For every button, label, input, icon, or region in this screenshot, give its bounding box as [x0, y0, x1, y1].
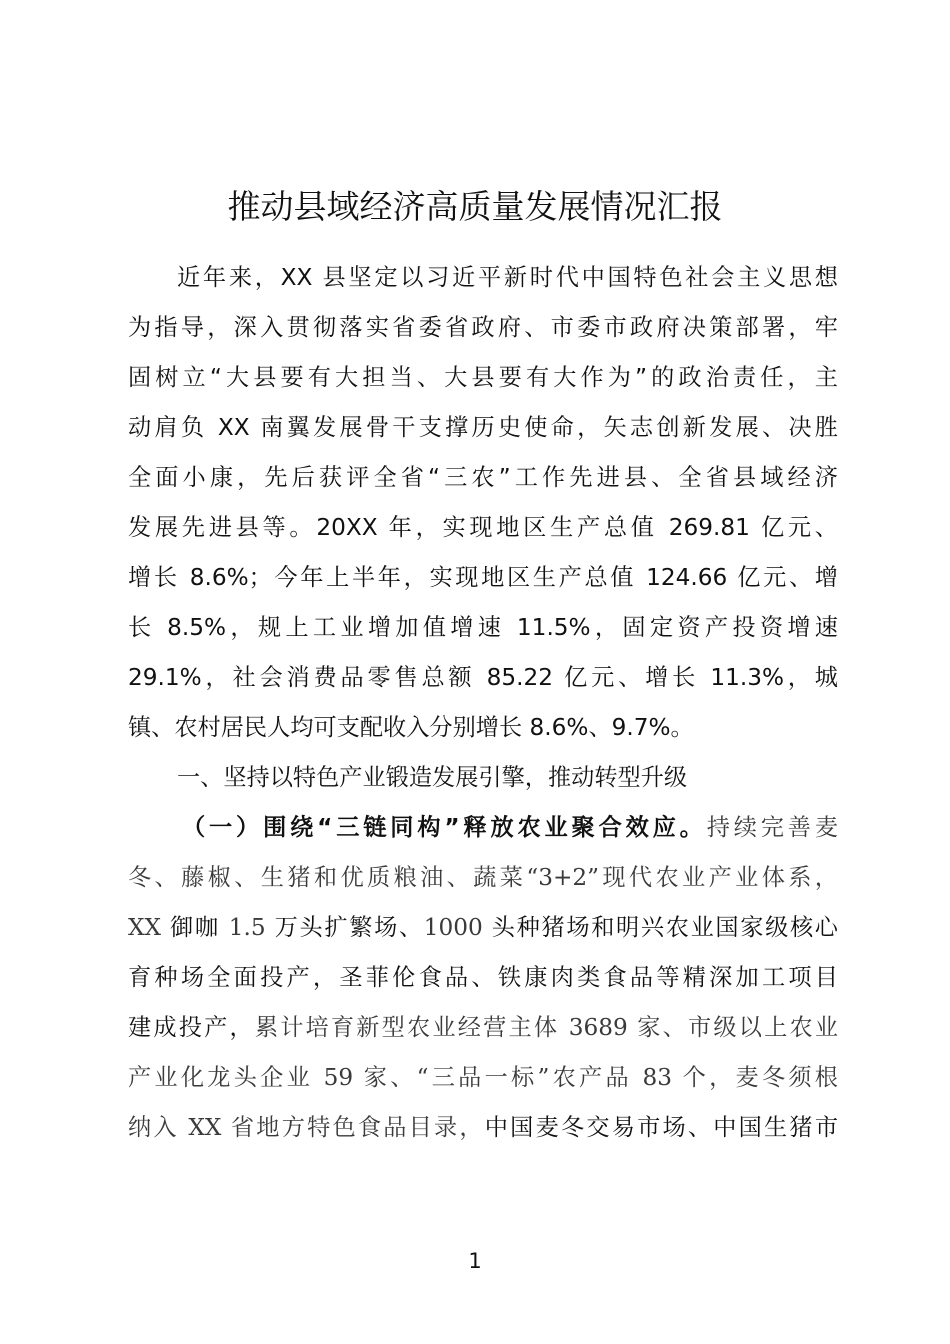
page-number: 1	[468, 1249, 482, 1273]
intro-line: 全面小康，先后获评全省“三农”工作先进县、全省县域经济	[128, 464, 838, 491]
subsection-line	[128, 1103, 838, 1153]
text-fragment: 头种猪场和明兴农业国家级核心	[482, 914, 838, 941]
intro-line: 发展先进县等。20XX 年，实现地区生产总值 269.81 亿元、	[128, 514, 838, 541]
intro-line: 固树立“大县要有大担当、大县要有大作为”的政治责任，主	[128, 364, 838, 391]
text-fragment: XX	[128, 914, 162, 941]
intro-line: 长 8.5%，规上工业增加值增速 11.5%，固定资产投资增速	[128, 614, 838, 641]
text-fragment: 中国麦冬交易市场、中国生猪市	[484, 1114, 838, 1141]
text-fragment: 建成投产，	[128, 1014, 255, 1041]
subsection-heading: （一）围绕“三链同构”释放农业聚合效应。	[182, 814, 707, 841]
section-heading: 一、坚持以特色产业锻造发展引擎，推动转型升级	[177, 764, 688, 791]
subsection-line: 产业化龙头企业 59 家、“三品一标”农产品 83 个，麦冬须根	[128, 1064, 838, 1091]
intro-line: 为指导，深入贯彻落实省委省政府、市委市政府决策部署，牢	[128, 314, 838, 341]
text-fragment: 累计培育新型农业经营主体 3689 家、市级以上农业	[254, 1014, 838, 1041]
subsection-line	[182, 803, 838, 853]
text-fragment: 1000	[423, 914, 483, 941]
subsection-line: 育种场全面投产，圣菲伦食品、铁康肉类食品等精深加工项目	[128, 964, 838, 991]
intro-line: 29.1%，社会消费品零售总额 85.22 亿元、增长 11.3%，城	[128, 664, 838, 691]
intro-line: 镇、农村居民人均可支配收入分别增长 8.6%、9.7%。	[128, 714, 694, 741]
subsection-text: 持续完善麦	[706, 814, 838, 841]
intro-line: 增长 8.6%；今年上半年，实现地区生产总值 124.66 亿元、增	[128, 564, 838, 591]
subsection-line	[128, 1003, 838, 1053]
intro-line: 动肩负 XX 南翼发展骨干支撑历史使命，矢志创新发展、决胜	[128, 414, 838, 441]
text-fragment: 万头扩繁场、	[265, 914, 424, 941]
text-fragment: 纳入 XX 省地方特色食品目录，	[128, 1114, 485, 1141]
document-title: 推动县域经济高质量发展情况汇报	[227, 187, 723, 226]
text-fragment: 御咖	[161, 914, 229, 941]
subsection-line	[128, 903, 838, 953]
intro-line: 近年来，XX 县坚定以习近平新时代中国特色社会主义思想	[177, 264, 838, 291]
subsection-line: 冬、藤椒、生猪和优质粮油、蔬菜“3+2”现代农业产业体系，	[128, 864, 838, 891]
text-fragment: 1.5	[228, 914, 266, 941]
